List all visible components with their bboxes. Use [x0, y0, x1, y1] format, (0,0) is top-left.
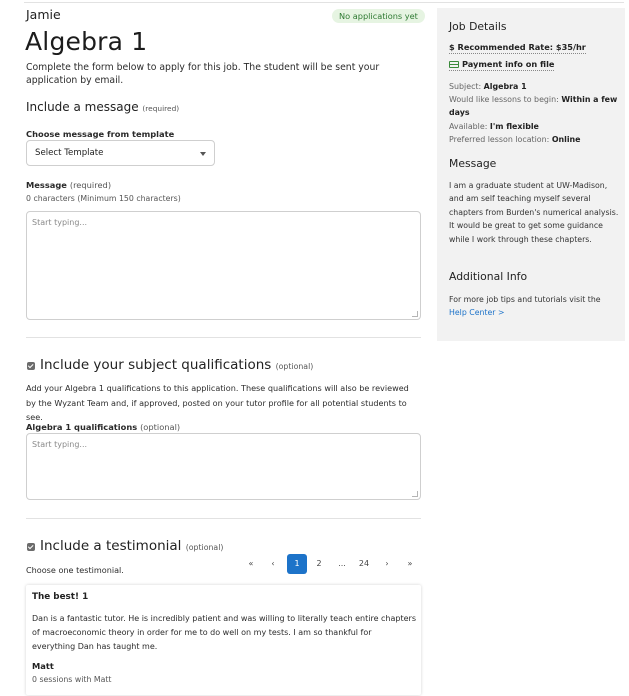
- student-name: Jamie: [26, 7, 61, 22]
- pager-page-2[interactable]: 2: [316, 559, 322, 568]
- location-value: Online: [551, 135, 581, 144]
- qualifications-description: Add your Algebra 1 qualifications to this application. These qualifications will also be reviewed by the Wyzant Team and, if approved, posted on your tutor profile for all potential students to see.: [26, 383, 409, 422]
- choose-testimonial-label: Choose one testimonial.: [26, 565, 124, 575]
- template-label: Choose message from template: [26, 129, 175, 139]
- additional-info-text: For more job tips and tutorials visit the: [449, 295, 601, 304]
- optional-note: (optional): [275, 362, 314, 371]
- qualifications-checkbox[interactable]: [27, 362, 35, 370]
- subject-label: Subject:: [449, 82, 482, 91]
- available-value: I'm flexible: [489, 122, 539, 131]
- additional-info-heading: Additional Info: [449, 270, 528, 283]
- testimonial-heading-text: Include a testimonial: [40, 538, 182, 554]
- page-title: Algebra 1: [25, 27, 148, 56]
- credit-card-icon: [449, 61, 459, 68]
- char-count: 0 characters (Minimum 150 characters): [26, 194, 181, 203]
- message-label-text: Message: [26, 180, 67, 190]
- additional-info: [449, 293, 621, 320]
- pager-page-1[interactable]: 1: [287, 554, 307, 574]
- testimonial-body: Dan is a fantastic tutor. He is incredibly patient and was willing to literally teach entire chapters of macroeconomic theory in order for me to do well on my tests. I am so thankful for everything Dan has taught me.: [32, 614, 416, 651]
- section-divider: [26, 337, 421, 338]
- testimonial-author: Matt: [32, 661, 54, 671]
- pager-ellipsis: ...: [338, 559, 346, 568]
- begin-label: Would like lessons to begin:: [449, 95, 559, 104]
- qualifications-heading-text: Include your subject qualifications: [40, 357, 272, 373]
- testimonial-sessions: 0 sessions with Matt: [32, 675, 112, 684]
- resize-handle-icon[interactable]: [412, 311, 418, 317]
- pager-last-button[interactable]: »: [407, 559, 413, 568]
- required-note: (required): [142, 104, 180, 113]
- resize-handle-icon[interactable]: [412, 491, 418, 497]
- top-divider: [24, 2, 624, 3]
- template-select-value: Select Template: [35, 148, 104, 158]
- subject-value: Algebra 1: [483, 82, 527, 91]
- begin-value: Within a few days: [449, 95, 618, 117]
- section-divider: [26, 518, 421, 519]
- message-heading-text: Include a message: [26, 100, 139, 114]
- pager-prev-button[interactable]: ‹: [271, 559, 275, 568]
- payment-info-link[interactable]: [449, 59, 554, 71]
- chevron-down-icon: [200, 152, 206, 156]
- job-details-panel: [437, 8, 625, 341]
- pager-page-24[interactable]: 24: [358, 559, 370, 568]
- intro-text: Complete the form below to apply for this job. The student will be sent your application by email.: [26, 62, 380, 86]
- help-center-link[interactable]: Help Center >: [449, 308, 505, 318]
- qualifications-placeholder: Start typing...: [32, 440, 88, 449]
- message-required-note: (required): [69, 180, 112, 190]
- location-row: [449, 133, 619, 146]
- message-heading: Message: [449, 157, 497, 170]
- message-placeholder: Start typing...: [32, 218, 88, 227]
- status-badge: No applications yet: [332, 9, 425, 23]
- begin-row: [449, 93, 619, 119]
- job-details-heading: Job Details: [449, 20, 507, 33]
- testimonial-section-heading: [40, 538, 223, 554]
- testimonial-optional-note: (optional): [185, 543, 224, 552]
- testimonial-title: The best! 1: [32, 592, 89, 602]
- pager-first-button[interactable]: «: [248, 559, 254, 568]
- available-label: Available:: [449, 122, 488, 131]
- message-textarea[interactable]: [26, 211, 421, 320]
- qualifications-section-heading: [40, 357, 313, 373]
- message-label: [26, 180, 111, 190]
- location-label: Preferred lesson location:: [449, 135, 550, 144]
- qualifications-label-text: Algebra 1 qualifications: [26, 422, 138, 432]
- template-select[interactable]: [26, 140, 215, 166]
- qualifications-optional-note: (optional): [140, 422, 181, 432]
- testimonial-card[interactable]: [26, 585, 421, 695]
- message-section-heading: [26, 100, 179, 114]
- qualifications-label: [26, 422, 180, 432]
- available-row: [449, 120, 619, 133]
- payment-info-text: Payment info on file: [462, 59, 555, 69]
- student-message: I am a graduate student at UW-Madison, and am self teaching myself several chapters from Burden's numerical analysis. It would be great to get some guidance while I work through these chapters.: [449, 181, 619, 244]
- qualifications-textarea[interactable]: [26, 433, 421, 500]
- pager-next-button[interactable]: ›: [385, 559, 389, 568]
- testimonial-checkbox[interactable]: [27, 543, 35, 551]
- recommended-rate-link[interactable]: $ Recommended Rate: $35/hr: [449, 42, 586, 52]
- subject-row: [449, 80, 619, 93]
